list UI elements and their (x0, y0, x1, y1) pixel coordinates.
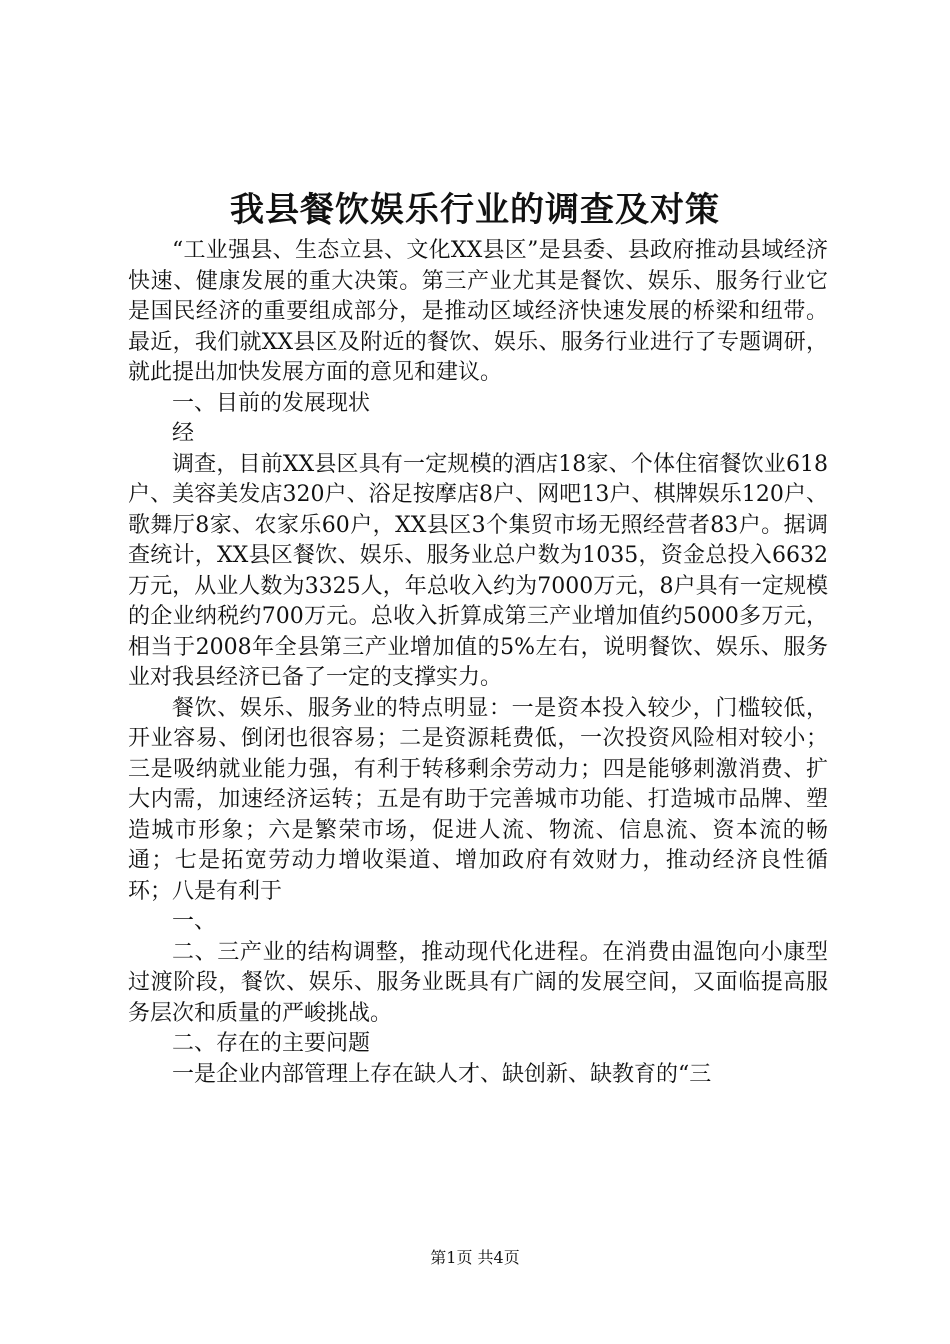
paragraph-characteristics: 餐饮、娱乐、服务业的特点明显：一是资本投入较少，门槛较低，开业容易、倒闭也很容易；二是资源耗费低，一次投资风险相对较小；三是吸纳就业能力强，有利于转移剩余劳动力；四是能够刺激消费、扩大内需，加速经济运转；五是有助于完善城市功能、打造城市品牌、塑造城市形象；六是繁荣市场，促进人流、物流、信息流、资本流的畅通；七是拓宽劳动力增收渠道、增加政府有效财力，推动经济良性循环；八是有利于 (128, 695, 828, 904)
page-title: 我县餐饮娱乐行业的调查及对策 (230, 190, 720, 230)
paragraph-fragment: 经 (172, 421, 195, 446)
heading-main-problems: 二、存在的主要问题 (172, 1031, 371, 1056)
paragraph-problem-one: 一是企业内部管理上存在缺人才、缺创新、缺教育的“三 (172, 1061, 712, 1087)
document-body (128, 236, 828, 1090)
paragraph-intro: “工业强县、生态立县、文化XX县区”是县委、县政府推动县域经济快速、健康发展的重大决策。第三产业尤其是餐饮、娱乐、服务行业它是国民经济的重要组成部分，是推动区域经济快速发展的桥梁和纽带。最近，我们就XX县区及附近的餐饮、娱乐、服务行业进行了专题调研，就此提出加快发展方面的意见和建议。 (128, 238, 828, 385)
page-number: 第1页 共4页 (430, 1248, 520, 1267)
paragraph-structure-adjustment: 二、三产业的结构调整，推动现代化进程。在消费由温饱向小康型过渡阶段，餐饮、娱乐、服务业既具有广阔的发展空间，又面临提高服务层次和质量的严峻挑战。 (128, 939, 828, 1026)
paragraph-fragment: 一、 (172, 909, 217, 934)
paragraph-survey-stats: 调查，目前XX县区具有一定规模的酒店18家、个体住宿餐饮业618户、美容美发店320户、浴足按摩店8户、网吧13户、棋牌娱乐120户、歌舞厅8家、农家乐60户，XX县区3个集贸市场无照经营者83户。据调查统计，XX县区餐饮、娱乐、服务业总户数为1035，资金总投入6632万元，从业人数为3325人，年总收入约为7000万元，8户具有一定规模的企业纳税约700万元。总收入折算成第三产业增加值约5000多万元，相当于2008年全县第三产业增加值的5%左右，说明餐饮、娱乐、服务业对我县经济已备了一定的支撑实力。 (128, 451, 828, 690)
heading-current-status: 一、目前的发展现状 (172, 390, 371, 416)
